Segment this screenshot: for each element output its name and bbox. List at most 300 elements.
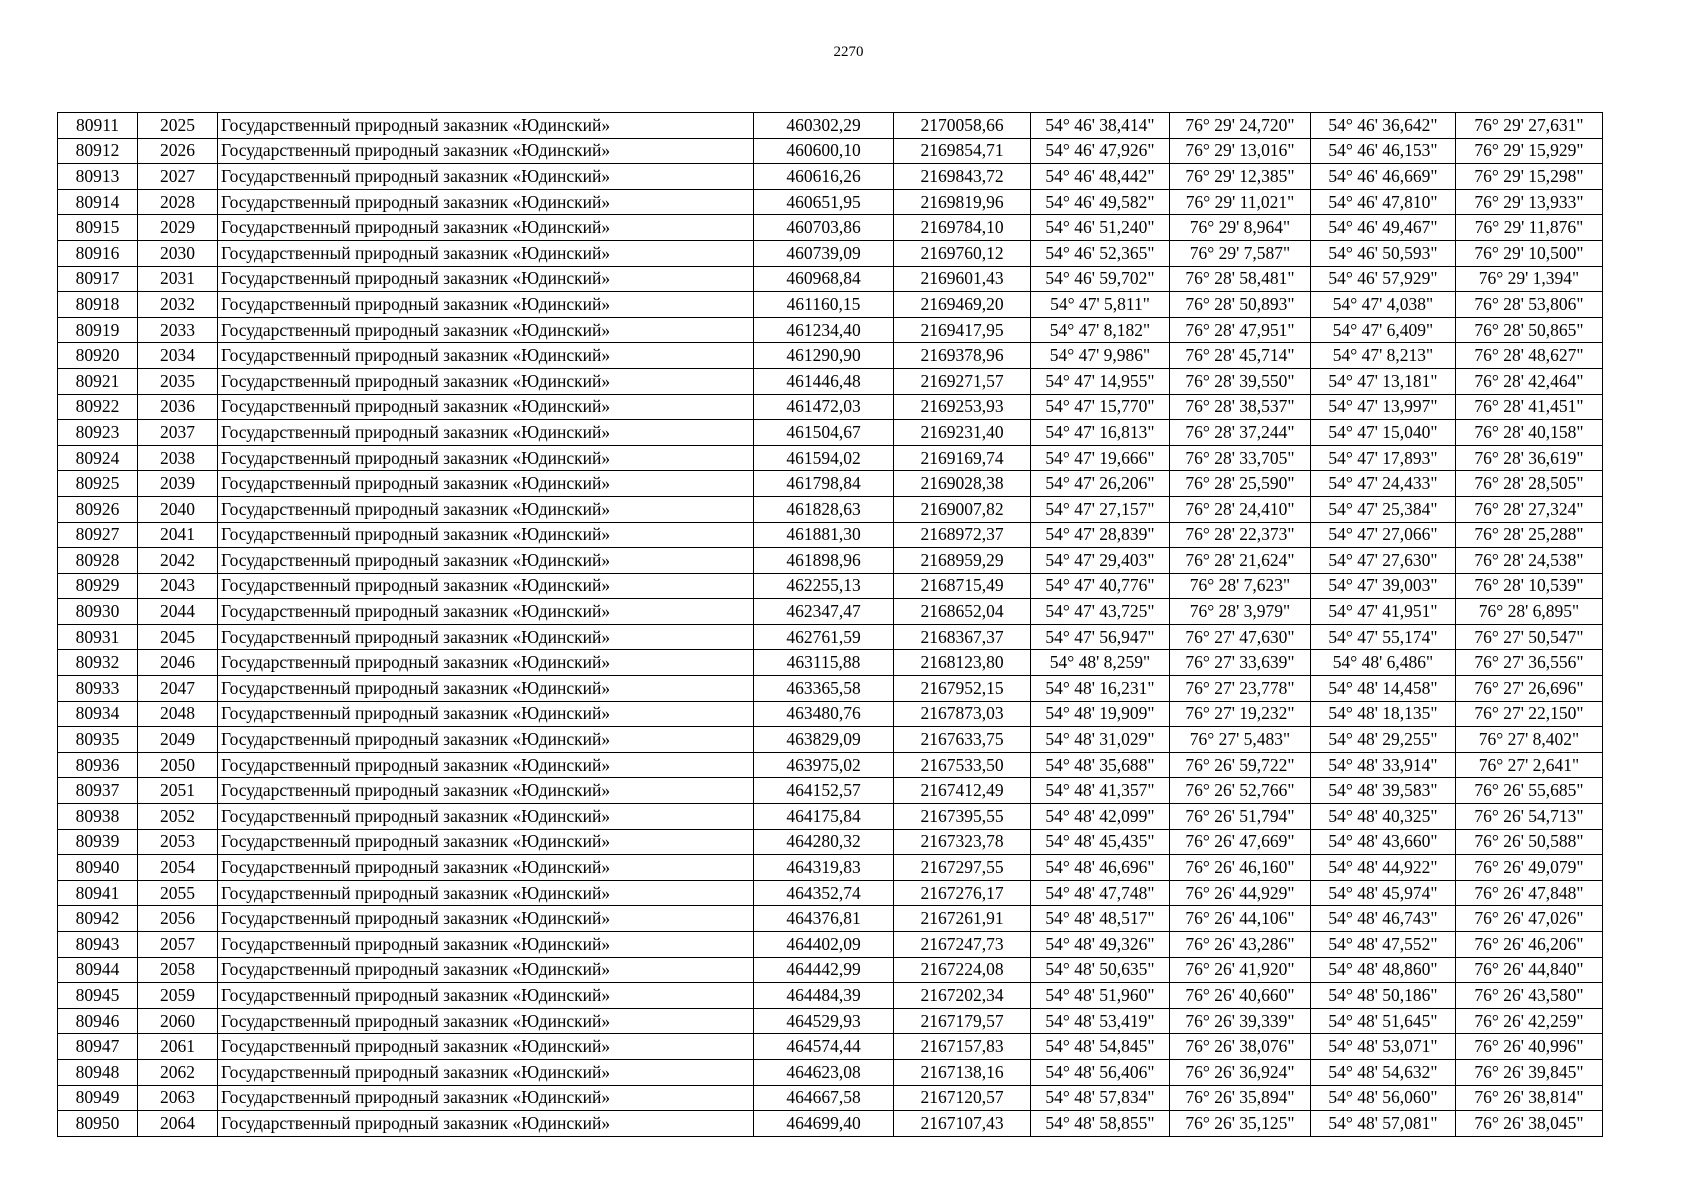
latitude-cell: 54° 48' 41,357"	[1031, 778, 1170, 804]
point-number-cell: 2057	[138, 932, 218, 958]
longitude-cell: 76° 26' 46,160"	[1170, 855, 1311, 881]
latitude-cell: 54° 47' 16,813"	[1031, 420, 1170, 446]
latitude-2-cell: 54° 48' 40,325"	[1311, 804, 1456, 830]
latitude-cell: 54° 47' 8,182"	[1031, 317, 1170, 343]
point-number-cell: 2030	[138, 240, 218, 266]
latitude-cell: 54° 48' 48,517"	[1031, 906, 1170, 932]
point-number-cell: 2039	[138, 471, 218, 497]
name-cell: Государственный природный заказник «Юдинский»	[218, 164, 754, 190]
row-number-cell: 80929	[58, 573, 138, 599]
point-number-cell: 2055	[138, 880, 218, 906]
longitude-cell: 76° 28' 39,550"	[1170, 368, 1311, 394]
latitude-2-cell: 54° 48' 39,583"	[1311, 778, 1456, 804]
x-coordinate-cell: 462347,47	[754, 599, 894, 625]
latitude-2-cell: 54° 47' 4,038"	[1311, 292, 1456, 318]
row-number-cell: 80916	[58, 240, 138, 266]
latitude-2-cell: 54° 47' 15,040"	[1311, 420, 1456, 446]
latitude-2-cell: 54° 47' 55,174"	[1311, 624, 1456, 650]
row-number-cell: 80946	[58, 1008, 138, 1034]
y-coordinate-cell: 2167276,17	[894, 880, 1031, 906]
longitude-cell: 76° 26' 40,660"	[1170, 983, 1311, 1009]
latitude-2-cell: 54° 46' 36,642"	[1311, 113, 1456, 139]
y-coordinate-cell: 2169378,96	[894, 343, 1031, 369]
point-number-cell: 2041	[138, 522, 218, 548]
x-coordinate-cell: 461898,96	[754, 548, 894, 574]
longitude-2-cell: 76° 28' 41,451"	[1456, 394, 1603, 420]
point-number-cell: 2046	[138, 650, 218, 676]
latitude-2-cell: 54° 47' 17,893"	[1311, 445, 1456, 471]
table-row	[58, 676, 1603, 702]
longitude-2-cell: 76° 26' 54,713"	[1456, 804, 1603, 830]
latitude-cell: 54° 46' 59,702"	[1031, 266, 1170, 292]
x-coordinate-cell: 464574,44	[754, 1034, 894, 1060]
x-coordinate-cell: 460739,09	[754, 240, 894, 266]
latitude-cell: 54° 46' 52,365"	[1031, 240, 1170, 266]
name-cell: Государственный природный заказник «Юдинский»	[218, 471, 754, 497]
y-coordinate-cell: 2167952,15	[894, 676, 1031, 702]
x-coordinate-cell: 464376,81	[754, 906, 894, 932]
row-number-cell: 80926	[58, 496, 138, 522]
x-coordinate-cell: 461290,90	[754, 343, 894, 369]
table-row	[58, 752, 1603, 778]
y-coordinate-cell: 2167107,43	[894, 1111, 1031, 1137]
longitude-2-cell: 76° 27' 22,150"	[1456, 701, 1603, 727]
longitude-2-cell: 76° 27' 50,547"	[1456, 624, 1603, 650]
table-row	[58, 266, 1603, 292]
row-number-cell: 80943	[58, 932, 138, 958]
latitude-cell: 54° 48' 57,834"	[1031, 1085, 1170, 1111]
name-cell: Государственный природный заказник «Юдинский»	[218, 394, 754, 420]
longitude-cell: 76° 26' 51,794"	[1170, 804, 1311, 830]
row-number-cell: 80920	[58, 343, 138, 369]
name-cell: Государственный природный заказник «Юдинский»	[218, 701, 754, 727]
x-coordinate-cell: 464402,09	[754, 932, 894, 958]
row-number-cell: 80915	[58, 215, 138, 241]
coordinates-table	[57, 112, 1603, 1137]
point-number-cell: 2053	[138, 829, 218, 855]
row-number-cell: 80918	[58, 292, 138, 318]
latitude-cell: 54° 48' 19,909"	[1031, 701, 1170, 727]
latitude-2-cell: 54° 47' 24,433"	[1311, 471, 1456, 497]
longitude-cell: 76° 29' 8,964"	[1170, 215, 1311, 241]
y-coordinate-cell: 2167202,34	[894, 983, 1031, 1009]
table-row	[58, 880, 1603, 906]
latitude-2-cell: 54° 48' 45,974"	[1311, 880, 1456, 906]
x-coordinate-cell: 464623,08	[754, 1059, 894, 1085]
y-coordinate-cell: 2169007,82	[894, 496, 1031, 522]
name-cell: Государственный природный заказник «Юдинский»	[218, 804, 754, 830]
table-row	[58, 599, 1603, 625]
y-coordinate-cell: 2167412,49	[894, 778, 1031, 804]
longitude-2-cell: 76° 29' 13,933"	[1456, 189, 1603, 215]
name-cell: Государственный природный заказник «Юдинский»	[218, 880, 754, 906]
row-number-cell: 80923	[58, 420, 138, 446]
longitude-cell: 76° 27' 19,232"	[1170, 701, 1311, 727]
point-number-cell: 2064	[138, 1111, 218, 1137]
table-row	[58, 471, 1603, 497]
point-number-cell: 2038	[138, 445, 218, 471]
longitude-2-cell: 76° 27' 26,696"	[1456, 676, 1603, 702]
x-coordinate-cell: 464280,32	[754, 829, 894, 855]
longitude-2-cell: 76° 29' 10,500"	[1456, 240, 1603, 266]
y-coordinate-cell: 2169760,12	[894, 240, 1031, 266]
point-number-cell: 2058	[138, 957, 218, 983]
longitude-cell: 76° 28' 33,705"	[1170, 445, 1311, 471]
point-number-cell: 2048	[138, 701, 218, 727]
x-coordinate-cell: 464667,58	[754, 1085, 894, 1111]
y-coordinate-cell: 2167533,50	[894, 752, 1031, 778]
x-coordinate-cell: 464484,39	[754, 983, 894, 1009]
row-number-cell: 80948	[58, 1059, 138, 1085]
point-number-cell: 2029	[138, 215, 218, 241]
point-number-cell: 2043	[138, 573, 218, 599]
y-coordinate-cell: 2167323,78	[894, 829, 1031, 855]
latitude-2-cell: 54° 48' 51,645"	[1311, 1008, 1456, 1034]
name-cell: Государственный природный заказник «Юдинский»	[218, 368, 754, 394]
name-cell: Государственный природный заказник «Юдинский»	[218, 496, 754, 522]
point-number-cell: 2033	[138, 317, 218, 343]
name-cell: Государственный природный заказник «Юдинский»	[218, 522, 754, 548]
longitude-2-cell: 76° 29' 11,876"	[1456, 215, 1603, 241]
x-coordinate-cell: 463829,09	[754, 727, 894, 753]
y-coordinate-cell: 2169271,57	[894, 368, 1031, 394]
name-cell: Государственный природный заказник «Юдинский»	[218, 445, 754, 471]
latitude-cell: 54° 48' 8,259"	[1031, 650, 1170, 676]
longitude-cell: 76° 28' 7,623"	[1170, 573, 1311, 599]
point-number-cell: 2037	[138, 420, 218, 446]
latitude-2-cell: 54° 47' 27,066"	[1311, 522, 1456, 548]
point-number-cell: 2025	[138, 113, 218, 139]
latitude-2-cell: 54° 47' 41,951"	[1311, 599, 1456, 625]
y-coordinate-cell: 2169469,20	[894, 292, 1031, 318]
x-coordinate-cell: 460968,84	[754, 266, 894, 292]
row-number-cell: 80939	[58, 829, 138, 855]
row-number-cell: 80914	[58, 189, 138, 215]
name-cell: Государственный природный заказник «Юдинский»	[218, 138, 754, 164]
longitude-2-cell: 76° 27' 2,641"	[1456, 752, 1603, 778]
table-row	[58, 317, 1603, 343]
name-cell: Государственный природный заказник «Юдинский»	[218, 1085, 754, 1111]
latitude-2-cell: 54° 46' 50,593"	[1311, 240, 1456, 266]
row-number-cell: 80940	[58, 855, 138, 881]
latitude-cell: 54° 48' 53,419"	[1031, 1008, 1170, 1034]
y-coordinate-cell: 2169784,10	[894, 215, 1031, 241]
latitude-cell: 54° 48' 16,231"	[1031, 676, 1170, 702]
point-number-cell: 2059	[138, 983, 218, 1009]
y-coordinate-cell: 2169854,71	[894, 138, 1031, 164]
longitude-cell: 76° 28' 24,410"	[1170, 496, 1311, 522]
latitude-cell: 54° 48' 51,960"	[1031, 983, 1170, 1009]
x-coordinate-cell: 462255,13	[754, 573, 894, 599]
longitude-cell: 76° 27' 33,639"	[1170, 650, 1311, 676]
point-number-cell: 2062	[138, 1059, 218, 1085]
y-coordinate-cell: 2168715,49	[894, 573, 1031, 599]
table-row	[58, 906, 1603, 932]
row-number-cell: 80912	[58, 138, 138, 164]
latitude-cell: 54° 47' 28,839"	[1031, 522, 1170, 548]
y-coordinate-cell: 2167395,55	[894, 804, 1031, 830]
x-coordinate-cell: 464352,74	[754, 880, 894, 906]
latitude-2-cell: 54° 48' 48,860"	[1311, 957, 1456, 983]
longitude-2-cell: 76° 28' 42,464"	[1456, 368, 1603, 394]
table-row	[58, 983, 1603, 1009]
latitude-cell: 54° 47' 43,725"	[1031, 599, 1170, 625]
row-number-cell: 80942	[58, 906, 138, 932]
latitude-2-cell: 54° 48' 44,922"	[1311, 855, 1456, 881]
y-coordinate-cell: 2169417,95	[894, 317, 1031, 343]
table-row	[58, 701, 1603, 727]
y-coordinate-cell: 2167157,83	[894, 1034, 1031, 1060]
table-row	[58, 215, 1603, 241]
latitude-2-cell: 54° 46' 46,669"	[1311, 164, 1456, 190]
longitude-2-cell: 76° 26' 44,840"	[1456, 957, 1603, 983]
y-coordinate-cell: 2168959,29	[894, 548, 1031, 574]
point-number-cell: 2056	[138, 906, 218, 932]
longitude-2-cell: 76° 29' 15,298"	[1456, 164, 1603, 190]
longitude-cell: 76° 29' 24,720"	[1170, 113, 1311, 139]
table-body	[58, 113, 1603, 1137]
table-row	[58, 1059, 1603, 1085]
longitude-cell: 76° 28' 21,624"	[1170, 548, 1311, 574]
point-number-cell: 2027	[138, 164, 218, 190]
point-number-cell: 2052	[138, 804, 218, 830]
x-coordinate-cell: 463480,76	[754, 701, 894, 727]
point-number-cell: 2060	[138, 1008, 218, 1034]
longitude-cell: 76° 29' 13,016"	[1170, 138, 1311, 164]
row-number-cell: 80937	[58, 778, 138, 804]
row-number-cell: 80947	[58, 1034, 138, 1060]
table-row	[58, 650, 1603, 676]
x-coordinate-cell: 461472,03	[754, 394, 894, 420]
latitude-2-cell: 54° 46' 47,810"	[1311, 189, 1456, 215]
latitude-cell: 54° 48' 54,845"	[1031, 1034, 1170, 1060]
latitude-2-cell: 54° 48' 43,660"	[1311, 829, 1456, 855]
longitude-cell: 76° 28' 3,979"	[1170, 599, 1311, 625]
longitude-2-cell: 76° 29' 27,631"	[1456, 113, 1603, 139]
latitude-2-cell: 54° 48' 6,486"	[1311, 650, 1456, 676]
y-coordinate-cell: 2168652,04	[894, 599, 1031, 625]
x-coordinate-cell: 463975,02	[754, 752, 894, 778]
x-coordinate-cell: 461446,48	[754, 368, 894, 394]
y-coordinate-cell: 2169601,43	[894, 266, 1031, 292]
row-number-cell: 80925	[58, 471, 138, 497]
latitude-2-cell: 54° 48' 56,060"	[1311, 1085, 1456, 1111]
point-number-cell: 2061	[138, 1034, 218, 1060]
y-coordinate-cell: 2167224,08	[894, 957, 1031, 983]
latitude-cell: 54° 48' 42,099"	[1031, 804, 1170, 830]
point-number-cell: 2051	[138, 778, 218, 804]
longitude-cell: 76° 28' 47,951"	[1170, 317, 1311, 343]
longitude-cell: 76° 26' 47,669"	[1170, 829, 1311, 855]
table-row	[58, 189, 1603, 215]
latitude-2-cell: 54° 48' 33,914"	[1311, 752, 1456, 778]
point-number-cell: 2054	[138, 855, 218, 881]
latitude-cell: 54° 47' 14,955"	[1031, 368, 1170, 394]
y-coordinate-cell: 2169843,72	[894, 164, 1031, 190]
table-row	[58, 1034, 1603, 1060]
longitude-2-cell: 76° 26' 42,259"	[1456, 1008, 1603, 1034]
name-cell: Государственный природный заказник «Юдинский»	[218, 420, 754, 446]
latitude-cell: 54° 47' 26,206"	[1031, 471, 1170, 497]
x-coordinate-cell: 460703,86	[754, 215, 894, 241]
name-cell: Государственный природный заказник «Юдинский»	[218, 113, 754, 139]
name-cell: Государственный природный заказник «Юдинский»	[218, 317, 754, 343]
x-coordinate-cell: 460302,29	[754, 113, 894, 139]
name-cell: Государственный природный заказник «Юдинский»	[218, 1034, 754, 1060]
longitude-2-cell: 76° 26' 38,045"	[1456, 1111, 1603, 1137]
latitude-cell: 54° 47' 40,776"	[1031, 573, 1170, 599]
longitude-cell: 76° 26' 44,929"	[1170, 880, 1311, 906]
longitude-cell: 76° 27' 47,630"	[1170, 624, 1311, 650]
longitude-cell: 76° 26' 38,076"	[1170, 1034, 1311, 1060]
table-row	[58, 778, 1603, 804]
y-coordinate-cell: 2168972,37	[894, 522, 1031, 548]
name-cell: Государственный природный заказник «Юдинский»	[218, 1008, 754, 1034]
latitude-cell: 54° 46' 51,240"	[1031, 215, 1170, 241]
y-coordinate-cell: 2169169,74	[894, 445, 1031, 471]
row-number-cell: 80922	[58, 394, 138, 420]
longitude-2-cell: 76° 26' 47,026"	[1456, 906, 1603, 932]
table-row	[58, 573, 1603, 599]
longitude-2-cell: 76° 26' 38,814"	[1456, 1085, 1603, 1111]
name-cell: Государственный природный заказник «Юдинский»	[218, 573, 754, 599]
name-cell: Государственный природный заказник «Юдинский»	[218, 343, 754, 369]
x-coordinate-cell: 460651,95	[754, 189, 894, 215]
point-number-cell: 2031	[138, 266, 218, 292]
row-number-cell: 80944	[58, 957, 138, 983]
point-number-cell: 2050	[138, 752, 218, 778]
x-coordinate-cell: 464529,93	[754, 1008, 894, 1034]
longitude-cell: 76° 26' 39,339"	[1170, 1008, 1311, 1034]
latitude-2-cell: 54° 48' 53,071"	[1311, 1034, 1456, 1060]
x-coordinate-cell: 461160,15	[754, 292, 894, 318]
longitude-cell: 76° 26' 44,106"	[1170, 906, 1311, 932]
point-number-cell: 2034	[138, 343, 218, 369]
longitude-2-cell: 76° 29' 15,929"	[1456, 138, 1603, 164]
row-number-cell: 80932	[58, 650, 138, 676]
longitude-cell: 76° 28' 25,590"	[1170, 471, 1311, 497]
latitude-2-cell: 54° 48' 18,135"	[1311, 701, 1456, 727]
latitude-cell: 54° 46' 49,582"	[1031, 189, 1170, 215]
name-cell: Государственный природный заказник «Юдинский»	[218, 983, 754, 1009]
longitude-2-cell: 76° 26' 43,580"	[1456, 983, 1603, 1009]
latitude-2-cell: 54° 47' 25,384"	[1311, 496, 1456, 522]
latitude-cell: 54° 46' 38,414"	[1031, 113, 1170, 139]
point-number-cell: 2063	[138, 1085, 218, 1111]
row-number-cell: 80921	[58, 368, 138, 394]
name-cell: Государственный природный заказник «Юдинский»	[218, 906, 754, 932]
longitude-2-cell: 76° 28' 50,865"	[1456, 317, 1603, 343]
y-coordinate-cell: 2169231,40	[894, 420, 1031, 446]
latitude-cell: 54° 48' 47,748"	[1031, 880, 1170, 906]
y-coordinate-cell: 2167120,57	[894, 1085, 1031, 1111]
name-cell: Государственный природный заказник «Юдинский»	[218, 957, 754, 983]
longitude-2-cell: 76° 26' 47,848"	[1456, 880, 1603, 906]
row-number-cell: 80938	[58, 804, 138, 830]
latitude-cell: 54° 47' 29,403"	[1031, 548, 1170, 574]
row-number-cell: 80935	[58, 727, 138, 753]
y-coordinate-cell: 2168123,80	[894, 650, 1031, 676]
y-coordinate-cell: 2167261,91	[894, 906, 1031, 932]
longitude-2-cell: 76° 26' 40,996"	[1456, 1034, 1603, 1060]
name-cell: Государственный природный заказник «Юдинский»	[218, 189, 754, 215]
name-cell: Государственный природный заказник «Юдинский»	[218, 650, 754, 676]
longitude-cell: 76° 28' 22,373"	[1170, 522, 1311, 548]
point-number-cell: 2035	[138, 368, 218, 394]
latitude-cell: 54° 47' 5,811"	[1031, 292, 1170, 318]
y-coordinate-cell: 2170058,66	[894, 113, 1031, 139]
row-number-cell: 80950	[58, 1111, 138, 1137]
row-number-cell: 80917	[58, 266, 138, 292]
x-coordinate-cell: 462761,59	[754, 624, 894, 650]
longitude-2-cell: 76° 28' 36,619"	[1456, 445, 1603, 471]
longitude-2-cell: 76° 27' 8,402"	[1456, 727, 1603, 753]
x-coordinate-cell: 460616,26	[754, 164, 894, 190]
table-row	[58, 496, 1603, 522]
latitude-2-cell: 54° 48' 54,632"	[1311, 1059, 1456, 1085]
table-row	[58, 855, 1603, 881]
table-row	[58, 138, 1603, 164]
latitude-cell: 54° 48' 45,435"	[1031, 829, 1170, 855]
name-cell: Государственный природный заказник «Юдинский»	[218, 1111, 754, 1137]
latitude-2-cell: 54° 48' 47,552"	[1311, 932, 1456, 958]
point-number-cell: 2040	[138, 496, 218, 522]
point-number-cell: 2045	[138, 624, 218, 650]
row-number-cell: 80924	[58, 445, 138, 471]
longitude-cell: 76° 26' 41,920"	[1170, 957, 1311, 983]
y-coordinate-cell: 2169028,38	[894, 471, 1031, 497]
table-row	[58, 1111, 1603, 1137]
row-number-cell: 80931	[58, 624, 138, 650]
x-coordinate-cell: 464442,99	[754, 957, 894, 983]
name-cell: Государственный природный заказник «Юдинский»	[218, 752, 754, 778]
longitude-cell: 76° 28' 38,537"	[1170, 394, 1311, 420]
row-number-cell: 80934	[58, 701, 138, 727]
name-cell: Государственный природный заказник «Юдинский»	[218, 932, 754, 958]
x-coordinate-cell: 460600,10	[754, 138, 894, 164]
x-coordinate-cell: 464319,83	[754, 855, 894, 881]
row-number-cell: 80928	[58, 548, 138, 574]
point-number-cell: 2042	[138, 548, 218, 574]
table-row	[58, 1008, 1603, 1034]
longitude-cell: 76° 29' 11,021"	[1170, 189, 1311, 215]
row-number-cell: 80930	[58, 599, 138, 625]
row-number-cell: 80949	[58, 1085, 138, 1111]
longitude-cell: 76° 27' 5,483"	[1170, 727, 1311, 753]
y-coordinate-cell: 2168367,37	[894, 624, 1031, 650]
longitude-2-cell: 76° 28' 24,538"	[1456, 548, 1603, 574]
latitude-cell: 54° 48' 35,688"	[1031, 752, 1170, 778]
longitude-cell: 76° 29' 7,587"	[1170, 240, 1311, 266]
longitude-2-cell: 76° 26' 46,206"	[1456, 932, 1603, 958]
longitude-cell: 76° 26' 35,894"	[1170, 1085, 1311, 1111]
name-cell: Государственный природный заказник «Юдинский»	[218, 778, 754, 804]
name-cell: Государственный природный заказник «Юдинский»	[218, 676, 754, 702]
table-row	[58, 343, 1603, 369]
row-number-cell: 80941	[58, 880, 138, 906]
longitude-cell: 76° 26' 43,286"	[1170, 932, 1311, 958]
latitude-cell: 54° 48' 56,406"	[1031, 1059, 1170, 1085]
longitude-2-cell: 76° 26' 39,845"	[1456, 1059, 1603, 1085]
latitude-2-cell: 54° 47' 39,003"	[1311, 573, 1456, 599]
row-number-cell: 80936	[58, 752, 138, 778]
latitude-2-cell: 54° 47' 27,630"	[1311, 548, 1456, 574]
latitude-2-cell: 54° 47' 8,213"	[1311, 343, 1456, 369]
point-number-cell: 2028	[138, 189, 218, 215]
latitude-2-cell: 54° 48' 14,458"	[1311, 676, 1456, 702]
longitude-cell: 76° 26' 52,766"	[1170, 778, 1311, 804]
longitude-2-cell: 76° 26' 55,685"	[1456, 778, 1603, 804]
